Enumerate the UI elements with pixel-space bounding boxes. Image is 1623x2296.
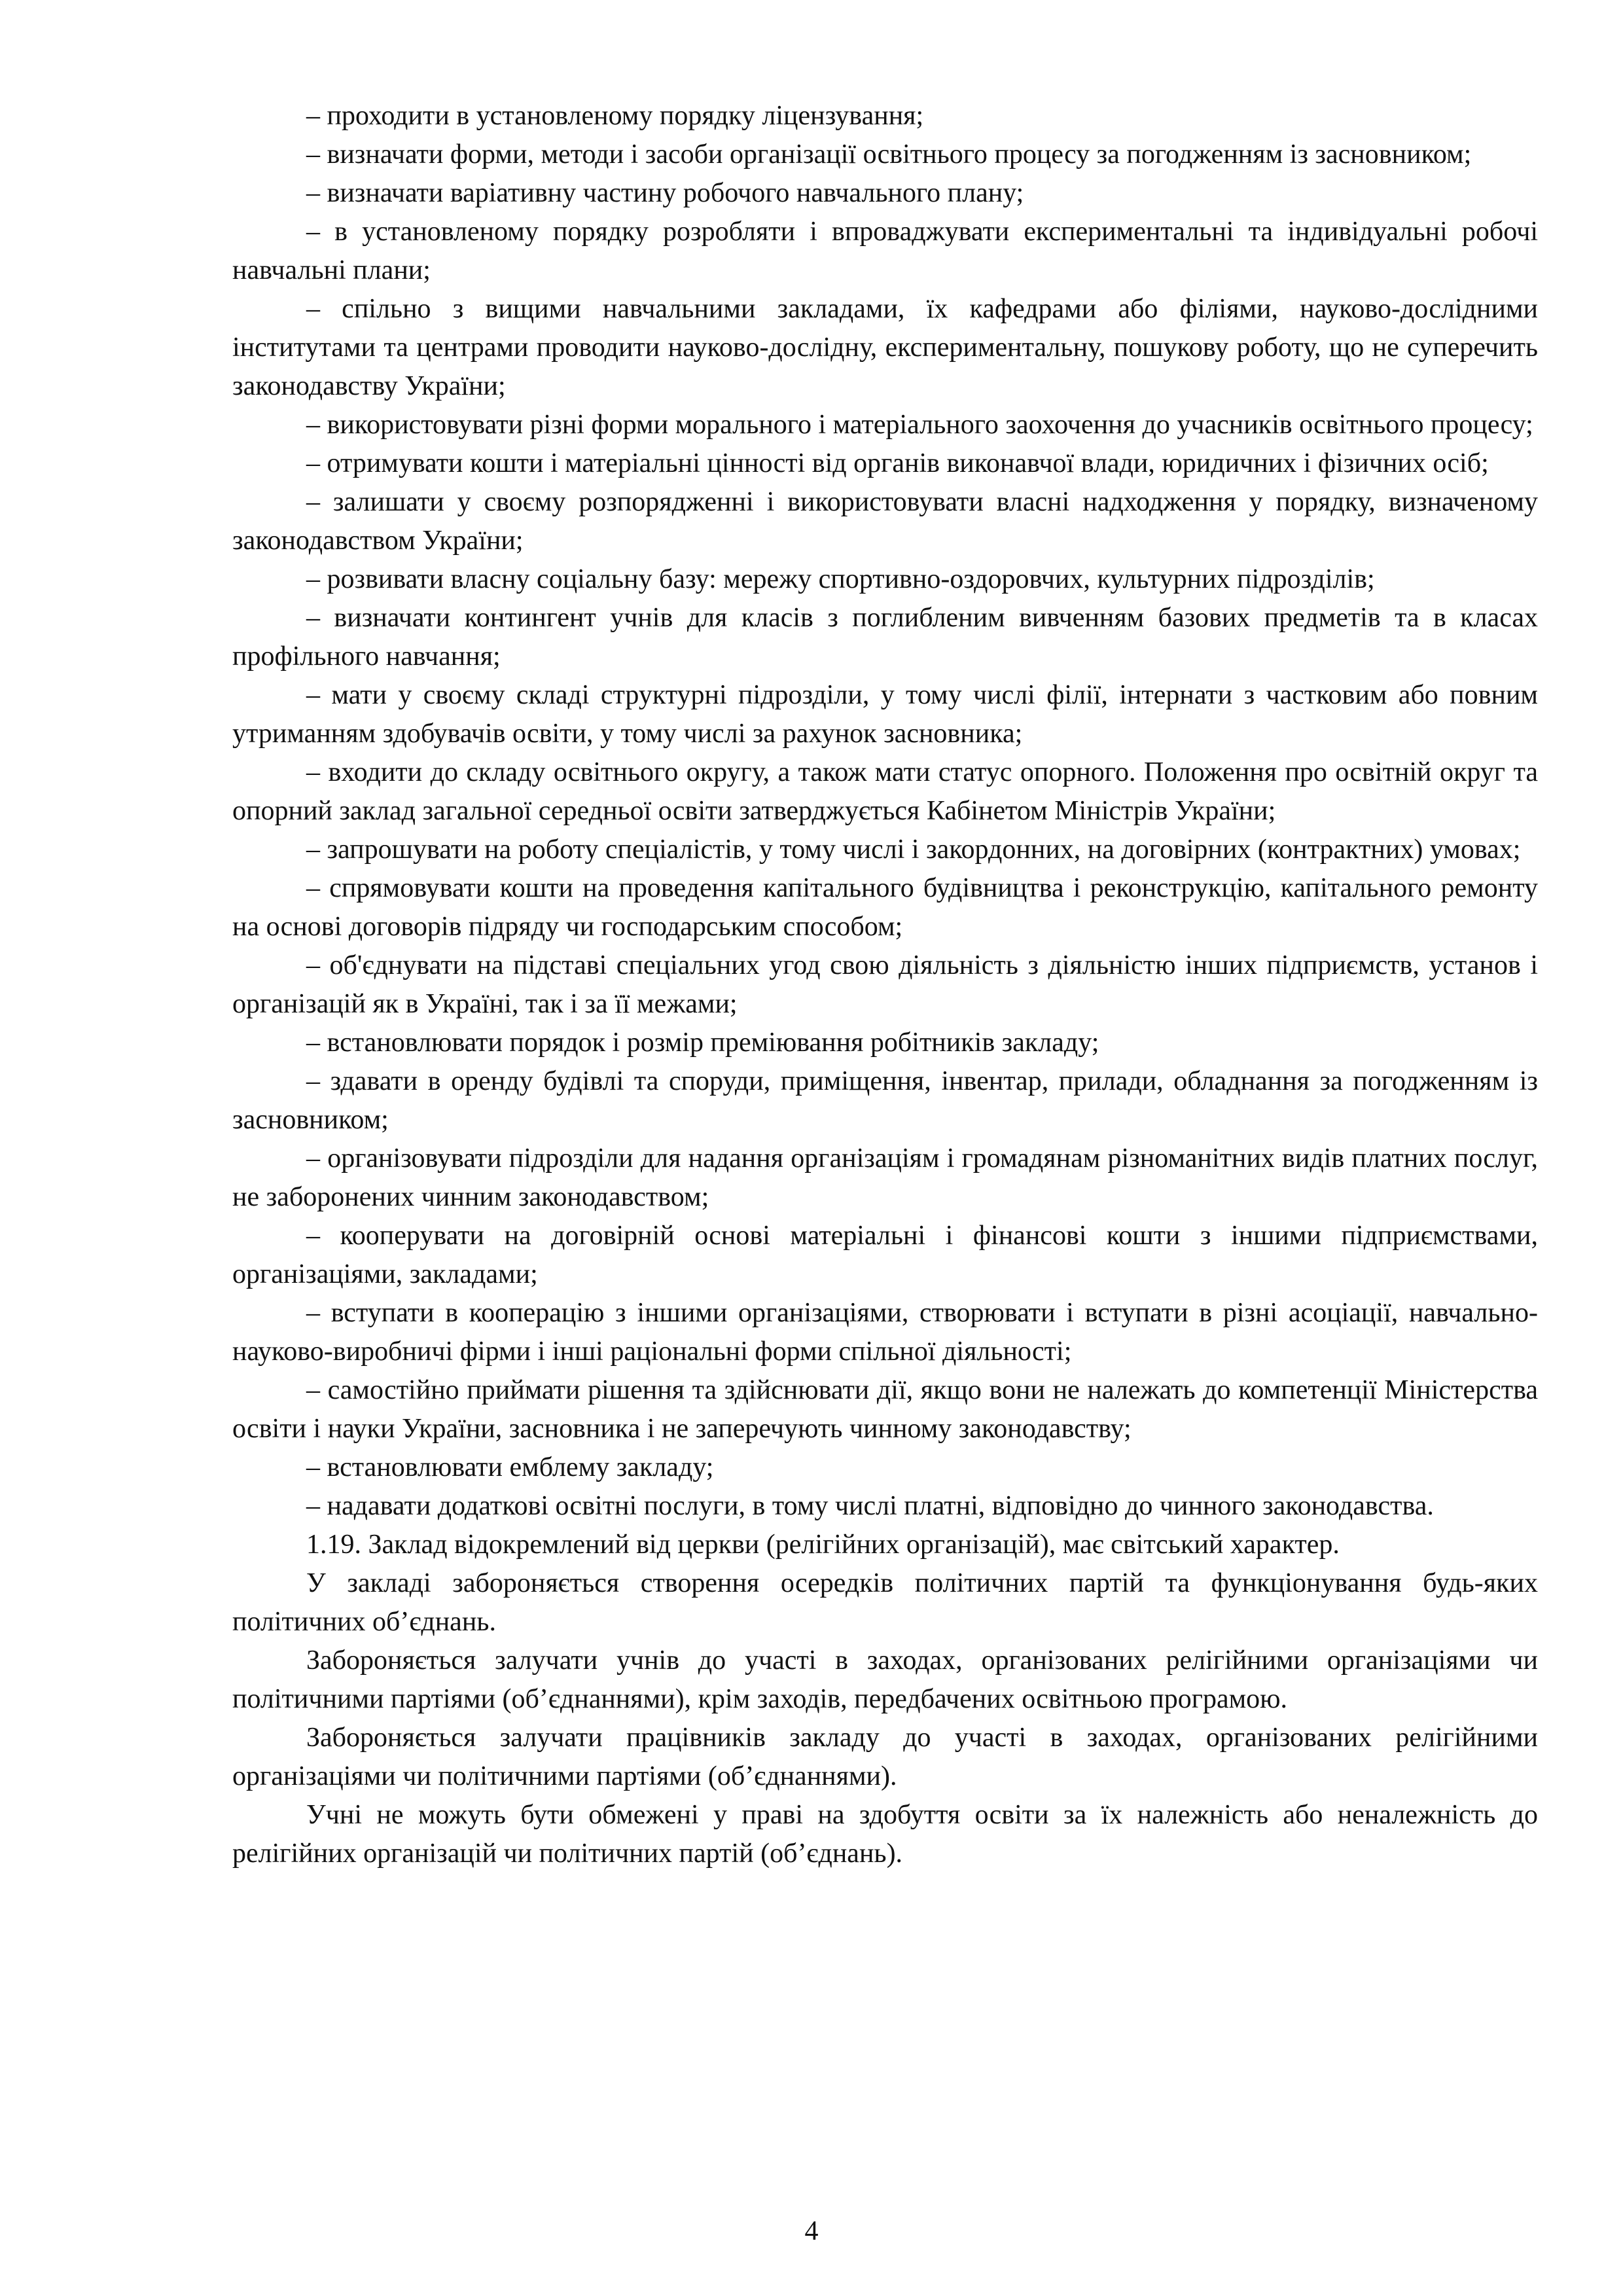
paragraph: – організовувати підрозділи для надання організаціям і громадянам різноманітних видів платних послуг, не заборонених чинним законодавством; [232,1143,1538,1212]
paragraph: – визначати форми, методи і засоби організації освітнього процесу за погодженням із засновником; [306,139,1472,170]
paragraph: – встановлювати порядок і розмір преміювання робітників закладу; [306,1028,1099,1058]
paragraph: – залишати у своєму розпорядженні і використовувати власні надходження у порядку, визначеному законодавством України; [232,487,1538,556]
paragraph: – проходити в установленому порядку ліцензування; [306,101,924,131]
paragraph: – здавати в оренду будівлі та споруди, приміщення, інвентар, прилади, обладнання за погодженням із засновником; [232,1066,1538,1135]
paragraph: – визначати варіативну частину робочого навчального плану; [306,178,1024,208]
paragraph: – вступати в кооперацію з іншими організаціями, створювати і вступати в різні асоціації, навчально-науково-виробничі фірми і інші раціональні форми спільної діяльності; [232,1298,1538,1367]
paragraph: – спрямовувати кошти на проведення капітального будівництва і реконструкцію, капітального ремонту на основі договорів підряду чи господарським способом; [232,873,1538,942]
paragraph: – запрошувати на роботу спеціалістів, у тому числі і закордонних, на договірних (контрактних) умовах; [306,834,1521,865]
paragraph: Забороняється залучати працівників закладу до участі в заходах, організованих релігійними організаціями чи політичними партіями (об’єднаннями). [232,1723,1538,1791]
paragraph: – встановлювати емблему закладу; [306,1452,714,1482]
paragraph: – отримувати кошти і матеріальні цінності від органів виконавчої влади, юридичних і фізичних осіб; [306,448,1489,478]
page-number: 4 [804,2216,819,2246]
paragraph: Забороняється залучати учнів до участі в заходах, організованих релігійними організаціями чи політичними партіями (об’єднаннями), крім заходів, передбачених освітньою програмою. [232,1645,1538,1714]
paragraph: Учні не можуть бути обмежені у праві на здобуття освіти за їх належність або неналежність до релігійних організацій чи політичних партій (об’єднань). [232,1800,1538,1869]
paragraph: У закладі забороняється створення осередків політичних партій та функціонування будь-яких політичних об’єднань. [232,1568,1538,1637]
paragraph: – самостійно приймати рішення та здійснювати дії, якщо вони не належать до компетенції Міністерства освіти і науки України, засновника і не заперечують чинному законодавству; [232,1375,1538,1444]
paragraph: – входити до складу освітнього округу, а також мати статус опорного. Положення про освітній округ та опорний заклад загальної середньої освіти затверджується Кабінетом Міністрів України; [232,757,1538,826]
paragraph: – мати у своєму складі структурні підрозділи, у тому числі філії, інтернати з частковим або повним утриманням здобувачів освіти, у тому числі за рахунок засновника; [232,680,1538,749]
paragraph: – кооперувати на договірній основі матеріальні і фінансові кошти з іншими підприємствами, організаціями, закладами; [232,1221,1538,1289]
paragraph: – об'єднувати на підставі спеціальних угод свою діяльність з діяльністю інших підприємств, установ і організацій як в Україні, так і за її межами; [232,950,1538,1019]
paragraph: – розвивати власну соціальну базу: мережу спортивно-оздоровчих, культурних підрозділів; [306,564,1375,594]
paragraph: – надавати додаткові освітні послуги, в тому числі платні, відповідно до чинного законодавства. [306,1491,1434,1521]
paragraph: – в установленому порядку розробляти і впроваджувати експериментальні та індивідуальні робочі навчальні плани; [232,217,1538,285]
paragraph: – визначати контингент учнів для класів з поглибленим вивченням базових предметів та в класах профільного навчання; [232,603,1538,672]
document-body [232,97,1538,1873]
paragraph: – спільно з вищими навчальними закладами, їх кафедрами або філіями, науково-дослідними інститутами та центрами проводити науково-дослідну, експериментальну, пошукову роботу, що не суперечить законодавству України; [232,294,1538,401]
paragraph: – використовувати різні форми морального і матеріального заохочення до учасників освітнього процесу; [306,410,1533,440]
paragraph: 1.19. Заклад відокремлений від церкви (релігійних організацій), має світський характер. [306,1530,1340,1560]
